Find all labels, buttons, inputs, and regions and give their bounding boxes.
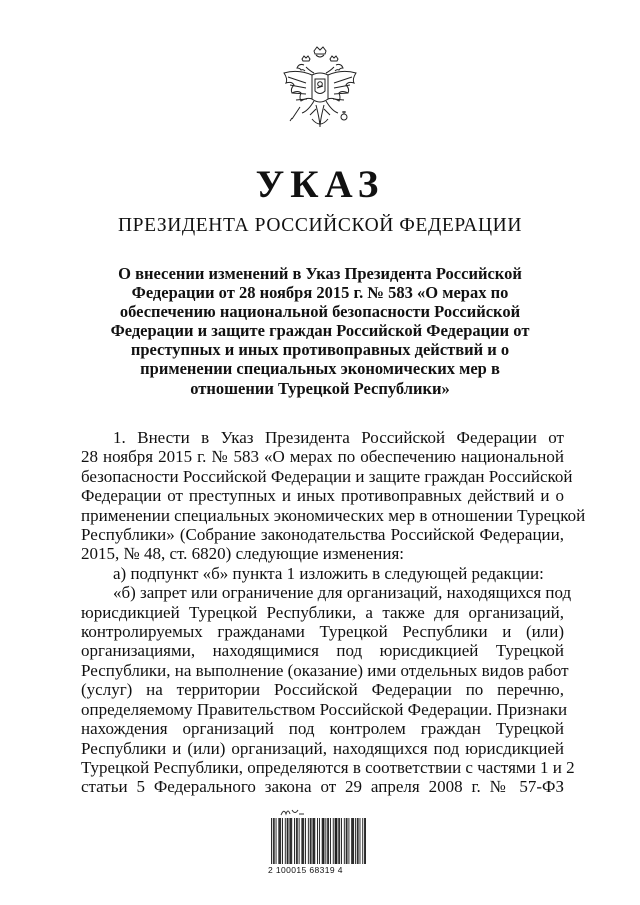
heading-line: обеспечению национальной безопасности Российской [119, 302, 521, 322]
body-line: нахождения организаций под контролем граждан Турецкой [81, 719, 564, 739]
body-line: а) подпункт «б» пункта 1 изложить в следующей редакции: [113, 563, 544, 583]
decree-body [81, 428, 586, 797]
decree-heading [80, 264, 560, 398]
heading-line: применении специальных экономических мер в [140, 359, 500, 379]
body-line: 28 ноября 2015 г. № 583 «О мерах по обеспечению национальной [81, 447, 564, 467]
body-line: применении специальных экономических мер в отношении Турецкой [81, 505, 586, 525]
body-line: безопасности Российской Федерации и защите граждан Российской [81, 466, 573, 486]
barcode-icon [271, 818, 366, 866]
document-title: УКАЗ [255, 163, 385, 206]
body-line: 2015, № 48, ст. 6820) следующие изменения: [81, 544, 405, 564]
heading-line: отношении Турецкой Республики» [190, 378, 450, 398]
coat-of-arms-icon [276, 45, 364, 145]
handwritten-mark-icon [279, 806, 305, 818]
heading-line: преступных и иных противоправных действий и о [130, 340, 510, 360]
body-line: Турецкой Республики, определяются в соответствии с частями 1 и 2 [81, 757, 575, 777]
document-subtitle: ПРЕЗИДЕНТА РОССИЙСКОЙ ФЕДЕРАЦИИ [117, 215, 523, 236]
body-line: Федерации от преступных и иных противоправных действий и о [81, 486, 564, 506]
body-line: «б) запрет или ограничение для организаций, находящихся под [113, 583, 572, 603]
body-line: Республики» (Собрание законодательства Российской Федерации, [81, 525, 564, 545]
body-line: Республики, на выполнение (оказание) ими отдельных видов работ [81, 660, 569, 680]
body-line: (услуг) на территории Российской Федерации по перечню, [81, 680, 564, 700]
body-line: Республики и (или) организаций, находящихся под юрисдикцией [81, 738, 564, 758]
barcode-number: 2 100015 68319 4 [268, 865, 343, 875]
body-line: определяемому Правительством Российской Федерации. Признаки [81, 699, 568, 719]
body-line: 1. Внести в Указ Президента Российской Федерации от [113, 428, 564, 447]
body-line: статьи 5 Федерального закона от 29 апреля 2008 г. № 57-ФЗ [81, 777, 564, 797]
body-line: контролируемых гражданами Турецкой Республики и (или) [81, 622, 564, 642]
heading-line: Федерации и защите граждан Российской Федерации от [110, 321, 530, 341]
heading-line: Федерации от 28 ноября 2015 г. № 583 «О мерах по [131, 283, 509, 303]
heading-line: О внесении изменений в Указ Президента Российской [118, 264, 522, 283]
body-line: организациями, находящимися под юрисдикцией Турецкой [81, 641, 564, 661]
body-line: юрисдикцией Турецкой Республики, а также для организаций, [81, 602, 564, 622]
